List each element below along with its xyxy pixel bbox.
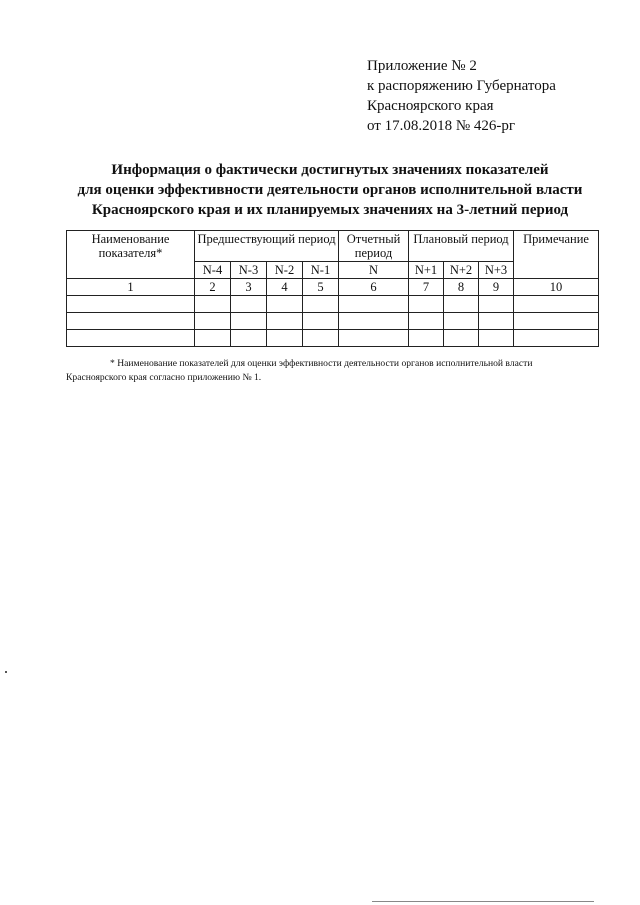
footnote bbox=[66, 357, 606, 385]
title-line-1: Информация о фактически достигнутых значениях показателей bbox=[111, 162, 549, 178]
sub-n-1: N-1 bbox=[303, 262, 339, 279]
sub-n: N bbox=[339, 262, 409, 279]
footnote-line-2: Красноярского края согласно приложению № 1. bbox=[66, 372, 262, 383]
sub-n-plus-3: N+3 bbox=[479, 262, 514, 279]
col-num-2: 2 bbox=[195, 279, 231, 296]
scan-speck bbox=[5, 671, 7, 673]
col-num-8: 8 bbox=[444, 279, 479, 296]
sub-n-4: N-4 bbox=[195, 262, 231, 279]
col-num-3: 3 bbox=[231, 279, 267, 296]
indicators-table bbox=[66, 230, 599, 347]
title-line-2: для оценки эффективности деятельности органов исполнительной власти bbox=[77, 182, 583, 198]
header-reporting-period: Отчетный период bbox=[339, 231, 409, 262]
col-num-4: 4 bbox=[267, 279, 303, 296]
sub-n-plus-1: N+1 bbox=[409, 262, 444, 279]
col-num-9: 9 bbox=[479, 279, 514, 296]
table-row bbox=[67, 313, 599, 330]
header-previous-period: Предшествующий период bbox=[195, 231, 339, 262]
sub-n-3: N-3 bbox=[231, 262, 267, 279]
col-num-5: 5 bbox=[303, 279, 339, 296]
sub-n-plus-2: N+2 bbox=[444, 262, 479, 279]
title-line-3: Красноярского края и их планируемых значениях на 3-летний период bbox=[91, 202, 569, 218]
col-num-7: 7 bbox=[409, 279, 444, 296]
col-num-1: 1 bbox=[67, 279, 195, 296]
appendix-number: Приложение № 2 bbox=[367, 58, 477, 74]
footnote-line-1: * Наименование показателей для оценки эффективности деятельности органов исполнительной власти bbox=[110, 358, 533, 369]
column-number-row bbox=[67, 279, 599, 296]
table-row bbox=[67, 330, 599, 347]
table-header-row bbox=[67, 231, 599, 262]
col-num-6: 6 bbox=[339, 279, 409, 296]
header-planned-period: Плановый период bbox=[409, 231, 514, 262]
header-note: Примечание bbox=[514, 231, 599, 279]
table-row bbox=[67, 296, 599, 313]
sub-n-2: N-2 bbox=[267, 262, 303, 279]
appendix-date: от 17.08.2018 № 426-рг bbox=[367, 118, 516, 134]
appendix-order-ref: к распоряжению Губернатора bbox=[367, 78, 556, 94]
bottom-edge-line bbox=[372, 901, 594, 902]
col-num-10: 10 bbox=[514, 279, 599, 296]
document-title bbox=[40, 160, 620, 220]
header-indicator-name: Наименование показателя* bbox=[67, 231, 195, 279]
appendix-header bbox=[367, 56, 617, 136]
appendix-region: Красноярского края bbox=[367, 98, 494, 114]
